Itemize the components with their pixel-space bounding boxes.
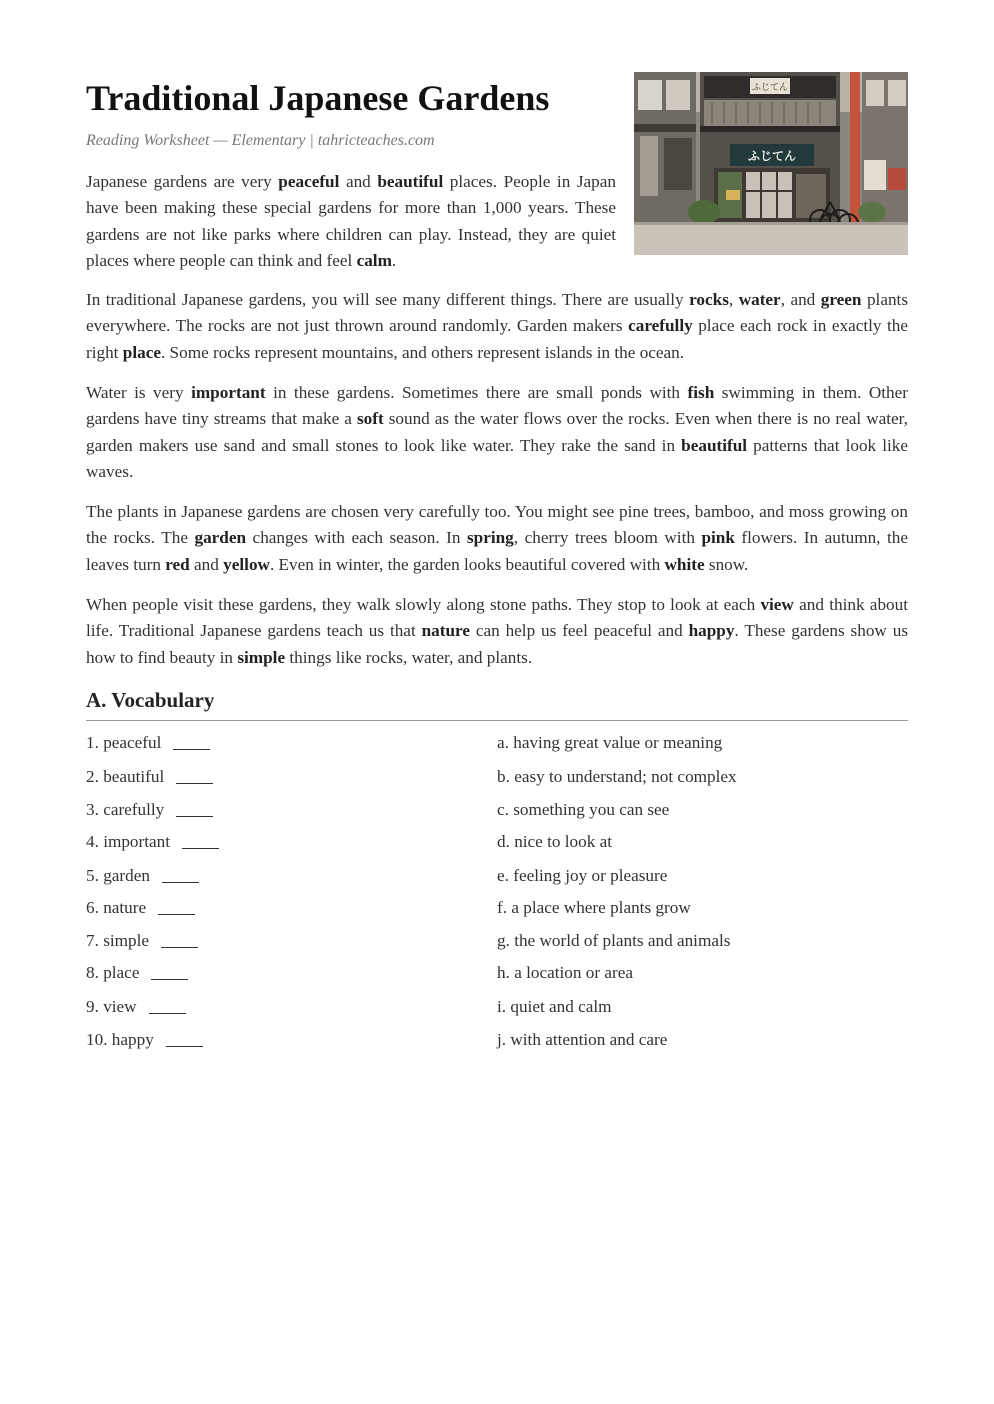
vocab-word: 6. nature xyxy=(86,898,147,917)
vocab-word: 4. important xyxy=(86,832,171,851)
sign-main-text: ふじてん xyxy=(747,149,797,163)
key-word: happy xyxy=(688,621,735,641)
key-word: red xyxy=(165,554,190,574)
key-word: fish xyxy=(687,383,715,402)
vocab-word: 9. view xyxy=(86,997,137,1016)
key-word: green xyxy=(820,290,862,309)
key-word: simple xyxy=(237,647,286,667)
page-subtitle: Reading Worksheet — Elementary | tahricteaches.com xyxy=(86,132,435,149)
answer-blank[interactable] xyxy=(149,1012,186,1014)
answer-blank[interactable] xyxy=(176,782,213,784)
vocab-row xyxy=(86,730,908,756)
vocab-definition: f. a place where plants grow xyxy=(497,898,691,917)
answer-blank[interactable] xyxy=(176,815,213,817)
key-word: view xyxy=(760,595,794,614)
key-word: nature xyxy=(421,621,470,641)
key-word: place xyxy=(122,342,161,362)
shop-photo xyxy=(634,72,908,255)
key-word: rocks xyxy=(689,290,729,309)
vocab-row xyxy=(86,797,908,823)
key-word: pink xyxy=(701,528,735,548)
answer-blank[interactable] xyxy=(158,913,195,915)
vocab-row xyxy=(86,829,908,855)
vocab-definition: c. something you can see xyxy=(497,800,670,819)
key-word: beautiful xyxy=(681,435,748,455)
key-word: spring xyxy=(466,528,514,548)
key-word: water xyxy=(738,290,781,309)
key-word: peaceful xyxy=(278,172,340,191)
vocabulary-heading: A. Vocabulary xyxy=(86,686,908,721)
vocab-row xyxy=(86,1027,908,1053)
vocab-row xyxy=(86,994,908,1020)
key-word: beautiful xyxy=(377,172,444,191)
answer-blank[interactable] xyxy=(161,946,198,948)
vocab-definition: j. with attention and care xyxy=(497,1030,668,1049)
vocab-definition: b. easy to understand; not complex xyxy=(497,767,737,786)
answer-blank[interactable] xyxy=(151,978,188,980)
key-word: important xyxy=(191,383,266,402)
passage-paragraph-3: Water is very important in these gardens. Sometimes there are small ponds with fish swimming in them. Other gardens have tiny streams that make a soft sound as the water flows over the rocks. Even when there is no real water, garden makers use sand and small stones to look like water. They rake the sand in beautiful patterns that look like waves. xyxy=(86,383,909,481)
passage-paragraph-2: In traditional Japanese gardens, you will see many different things. There are usually rocks, water, and green plants everywhere. The rocks are not just thrown around randomly. Garden makers carefully place each rock in exactly the right place. Some rocks represent mountains, and others represent islands in the ocean. xyxy=(86,290,909,362)
vocab-row xyxy=(86,895,908,921)
vocab-definition: g. the world of plants and animals xyxy=(497,931,731,950)
vocab-word: 2. beautiful xyxy=(86,767,165,786)
vocab-word: 10. happy xyxy=(86,1030,154,1049)
answer-blank[interactable] xyxy=(182,847,219,849)
passage-paragraph-4: The plants in Japanese gardens are chosen very carefully too. You might see pine trees, bamboo, and moss growing on the rocks. The garden changes with each season. In spring, cherry trees bloom with pink flowers. In autumn, the leaves turn red and yellow. Even in winter, the garden looks beautiful covered with white snow. xyxy=(86,502,908,574)
vocab-definition: h. a location or area xyxy=(497,963,633,982)
vocab-definition: d. nice to look at xyxy=(497,832,613,851)
vocab-word: 5. garden xyxy=(86,866,150,885)
passage-paragraph-5: When people visit these gardens, they walk slowly along stone paths. They stop to look at each view and think about life. Traditional Japanese gardens teach us that nature can help us feel peaceful and happy. These gardens show us how to find beauty in simple things like rocks, water, and plants. xyxy=(86,595,909,667)
passage-paragraph-1: Japanese gardens are very peaceful and beautiful places. People in Japan have been making these special gardens for more than 1,000 years. These gardens are not like parks where children can play. Instead, they are quiet places where people can think and feel calm. xyxy=(86,172,616,270)
vocab-row xyxy=(86,863,908,889)
key-word: soft xyxy=(356,409,384,429)
vocab-definition: i. quiet and calm xyxy=(497,997,612,1016)
vocab-row xyxy=(86,960,908,986)
key-word: garden xyxy=(194,528,247,548)
vocab-row xyxy=(86,764,908,790)
vocab-row xyxy=(86,928,908,954)
vocab-definition: e. feeling joy or pleasure xyxy=(497,866,668,885)
vocab-word: 3. carefully xyxy=(86,800,165,819)
sign-top-text: ふじてん xyxy=(751,83,789,93)
page-title: Traditional Japanese Gardens xyxy=(86,78,550,118)
vocab-word: 1. peaceful xyxy=(86,733,162,752)
key-word: white xyxy=(664,554,705,574)
key-word: carefully xyxy=(628,316,693,336)
key-word: yellow xyxy=(223,554,270,574)
vocab-word: 7. simple xyxy=(86,931,150,950)
answer-blank[interactable] xyxy=(166,1045,203,1047)
answer-blank[interactable] xyxy=(162,881,199,883)
vocab-word: 8. place xyxy=(86,963,140,982)
vocab-definition: a. having great value or meaning xyxy=(497,733,723,752)
answer-blank[interactable] xyxy=(173,748,210,750)
key-word: calm xyxy=(356,250,392,270)
